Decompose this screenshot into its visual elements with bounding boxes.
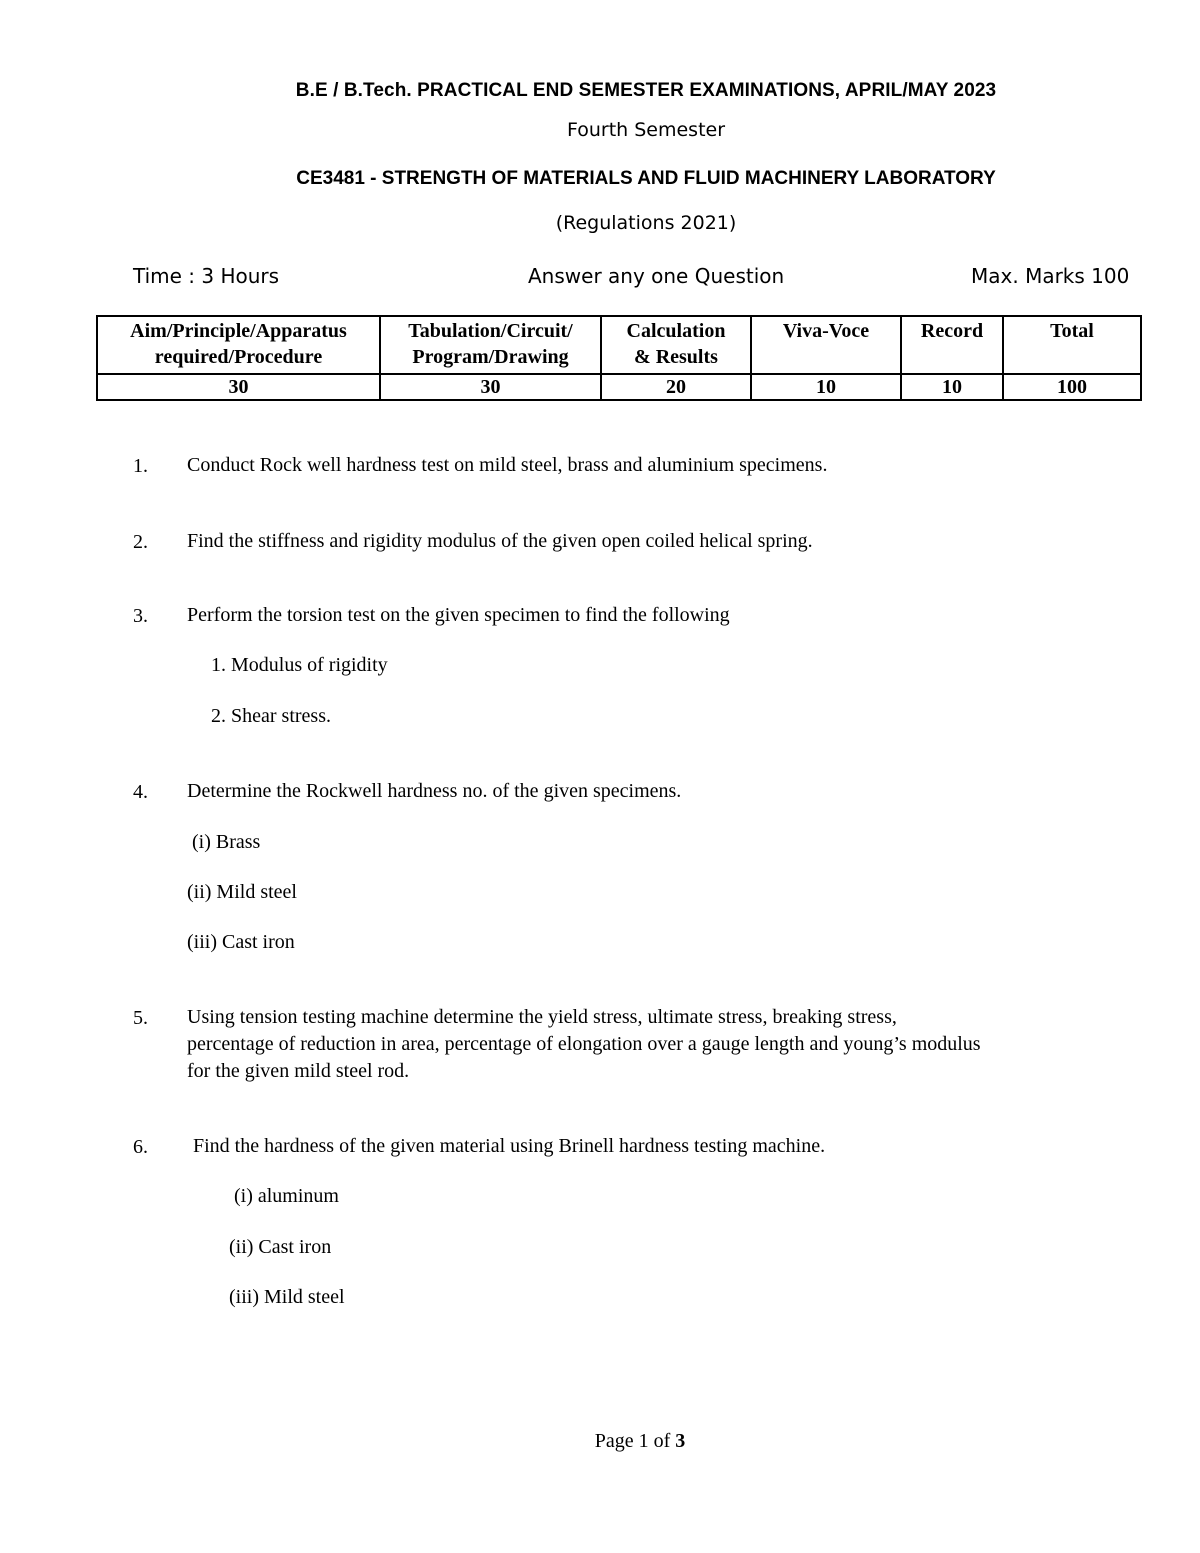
marks-header-line: Calculation — [626, 320, 726, 342]
marks-table-values-row — [97, 374, 1141, 400]
question-subitem: (ii) Mild steel — [187, 881, 297, 903]
marks-header-line: & Results — [634, 346, 718, 368]
question-number: 5. — [133, 1007, 148, 1029]
marks-header-line: Aim/Principle/Apparatus — [130, 320, 347, 342]
question-text: Find the hardness of the given material using Brinell hardness testing machine. — [193, 1135, 826, 1157]
course-title: CE3481 - STRENGTH OF MATERIALS AND FLUID MACHINERY LABORATORY — [296, 168, 996, 189]
question-text: Find the stiffness and rigidity modulus of the given open coiled helical spring. — [187, 530, 813, 552]
marks-header-tabulation — [380, 316, 601, 374]
page-indicator: Page 1 of — [594, 1430, 671, 1452]
marks-table-header-row — [97, 316, 1141, 374]
marks-header-line: Viva-Voce — [782, 320, 870, 342]
marks-header-line: required/Procedure — [154, 346, 323, 368]
marks-header-total — [1003, 316, 1141, 374]
marks-header-aim — [97, 316, 380, 374]
question-subitem: (iii) Mild steel — [229, 1286, 345, 1308]
exam-title: B.E / B.Tech. PRACTICAL END SEMESTER EXAMINATIONS, APRIL/MAY 2023 — [295, 80, 997, 101]
question-subitem: (i) Brass — [192, 831, 261, 853]
max-marks: Max. Marks 100 — [971, 264, 1130, 288]
question-text-line: Using tension testing machine determine the yield stress, ultimate stress, breaking stress, — [187, 1006, 897, 1028]
regulations: (Regulations 2021) — [555, 212, 737, 234]
question-number: 1. — [133, 455, 148, 477]
marks-header-line: Record — [920, 320, 984, 342]
total-pages: 3 — [675, 1430, 686, 1452]
marks-header-line: Tabulation/Circuit/ — [408, 320, 573, 342]
question-text: Perform the torsion test on the given specimen to find the following — [187, 604, 730, 626]
question-number: 3. — [133, 605, 148, 627]
question-text: Conduct Rock well hardness test on mild steel, brass and aluminium specimens. — [187, 454, 828, 476]
marks-header-record — [901, 316, 1003, 374]
marks-value-viva: 10 — [751, 374, 901, 400]
marks-value-calculation: 20 — [601, 374, 751, 400]
question-subitem: 2. Shear stress. — [211, 705, 331, 727]
question-text-line: for the given mild steel rod. — [187, 1060, 410, 1082]
question-subitem: (ii) Cast iron — [229, 1236, 332, 1258]
question-subitem: (iii) Cast iron — [187, 931, 295, 953]
question-subitem: 1. Modulus of rigidity — [211, 654, 388, 676]
question-subitem: (i) aluminum — [234, 1185, 339, 1207]
marks-value-record: 10 — [901, 374, 1003, 400]
marks-value-total: 100 — [1003, 374, 1141, 400]
exam-duration: Time : 3 Hours — [133, 264, 280, 288]
marks-header-line: Program/Drawing — [412, 346, 569, 368]
question-text: Determine the Rockwell hardness no. of the given specimens. — [187, 780, 682, 802]
question-text-line: percentage of reduction in area, percentage of elongation over a gauge length and young’s modulus — [187, 1033, 981, 1055]
question-number: 6. — [133, 1136, 148, 1158]
question-number: 4. — [133, 781, 148, 803]
marks-value-aim: 30 — [97, 374, 380, 400]
exam-instruction: Answer any one Question — [528, 264, 785, 288]
page-footer — [0, 1430, 1200, 1453]
marks-header-line: Total — [1050, 320, 1094, 342]
marks-header-viva — [751, 316, 901, 374]
question-number: 2. — [133, 531, 148, 553]
marks-value-tabulation: 30 — [380, 374, 601, 400]
marks-header-calculation — [601, 316, 751, 374]
semester: Fourth Semester — [566, 119, 726, 141]
marks-table — [96, 315, 1142, 401]
